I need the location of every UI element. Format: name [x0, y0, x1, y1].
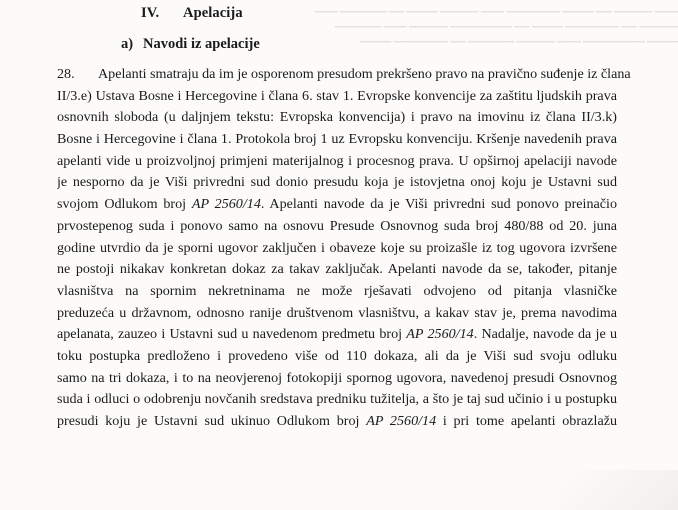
paragraph-line: II/3.e) Ustava Bosne i Hercegovine i člana 6. stav 1. Evropske konvencije za zaštitu ljudskih prava [57, 87, 617, 104]
paragraph-line: prvostepenog suda i ponovo samo na osnovu Presude Osnovnog suda broj 480/88 od 20. juna [57, 217, 617, 234]
paragraph-line: Bosne i Hercegovine i člana 1. Protokola broj 1 uz Evropsku konvenciju. Kršenje navedenih prava [57, 131, 617, 148]
paragraph-line: samo na tri dokaza, i to na neovjerenoj fotokopiji spornog ugovora, navedenoj presudi Osnovnog [57, 369, 617, 386]
case-reference: AP 2560/14 [406, 326, 474, 343]
subsection-title: Navodi iz apelacije [143, 36, 260, 52]
paragraph-line-text: . Apelanti navode da je Viši privredni sud ponovo preinačio [260, 196, 617, 213]
section-heading [141, 5, 243, 22]
subsection-number: a) [121, 36, 134, 52]
paragraph-line-text: i pri tome apelanti obrazlažu [442, 413, 617, 429]
subsection-heading [121, 36, 260, 53]
paragraph-line [57, 411, 617, 433]
case-reference: AP 2560/14 [366, 413, 437, 429]
paragraph-line: toku postupka predloženo i provedeno više od 110 dokaza, ali da je Viši sud svoju odluku [57, 347, 617, 364]
paragraph-line: je nesporno da je Viši privredni sud donio presudu koja je istovjetna onoj koju je Ustavni sud [57, 174, 617, 191]
paragraph-line: osnovnih sloboda (u daljnjem tekstu: Evropska konvencija) i pravo na imovinu iz člana II/3.k) [57, 109, 617, 126]
paragraph-line: apelanti vide u proizvoljnoj primjeni materijalnog i procesnog prava. U opširnoj apelaciji navode [57, 152, 617, 169]
paragraph-line: ne postoji nikakav konkretan dokaz za takav zaključak. Apelanti navode da se, također, pitanje [57, 261, 617, 278]
paragraph-line-text: Apelanti smatraju da im je osporenom presudom prekršeno pravo na pravično suđenje iz člana [98, 66, 631, 82]
reverse-side-bleed-through: ​▁▁▁ ▁▁▁▁▁ ▁▁ ▁▁▁▁ ▁▁▁▁▁▁▁ ▁▁▁ ▁▁▁▁▁ ▁▁▁▁ ▁▁ ▁▁▁▁▁▁ ▁▁▁ ​▁▁▁▁▁ ▁▁ ▁▁▁▁▁▁▁ ▁▁▁▁ ▁▁ ▁▁▁▁▁▁▁▁ ▁▁▁▁▁ ▁▁▁ ▁▁▁▁▁▁ ​▁▁▁▁ ▁▁▁▁▁▁▁▁ ▁▁▁ ▁▁▁▁▁ ▁▁▁▁▁▁ ▁▁ ▁▁▁▁▁▁▁ ▁▁▁▁ [314, 2, 678, 43]
paragraph-line-text: apelanata, zauzeo i Ustavni sud u navedenom predmetu broj [57, 326, 407, 343]
paragraph-line: vlasništva na spornim nekretninama ne može rješavati odvojeno od pitanja vlasničke [57, 282, 617, 299]
paragraph-line-text: . Nadalje, navode da je u [473, 326, 617, 343]
paragraph-line [57, 64, 631, 86]
paragraph-28 [57, 64, 631, 433]
scan-shadow [560, 470, 678, 510]
paragraph-line [57, 194, 617, 216]
paragraph-line-text: svojom Odlukom broj [57, 196, 192, 213]
paragraph-number: 28. [57, 66, 75, 82]
paragraph-line: preduzeća u državnom, odnosno ranije društvenom vlasništvu, a kakav stav je, prema navodima [57, 304, 617, 321]
paragraph-line: godine utvrdio da je sporni ugovor zaključen i obaveze koje su proizašle iz tog ugovora izvršene [57, 239, 617, 256]
paragraph-line-text: presudi koju je Ustavni sud ukinuo Odlukom broj [57, 413, 367, 429]
paragraph-line [57, 324, 617, 346]
case-reference: AP 2560/14 [191, 196, 261, 213]
paragraph-line: suda i odluci o odobrenju novčanih sredstava predniku tužitelja, a što je taj sud učinio i u postupku [57, 391, 617, 408]
section-number: IV. [141, 5, 160, 21]
section-title: Apelacija [183, 5, 243, 21]
